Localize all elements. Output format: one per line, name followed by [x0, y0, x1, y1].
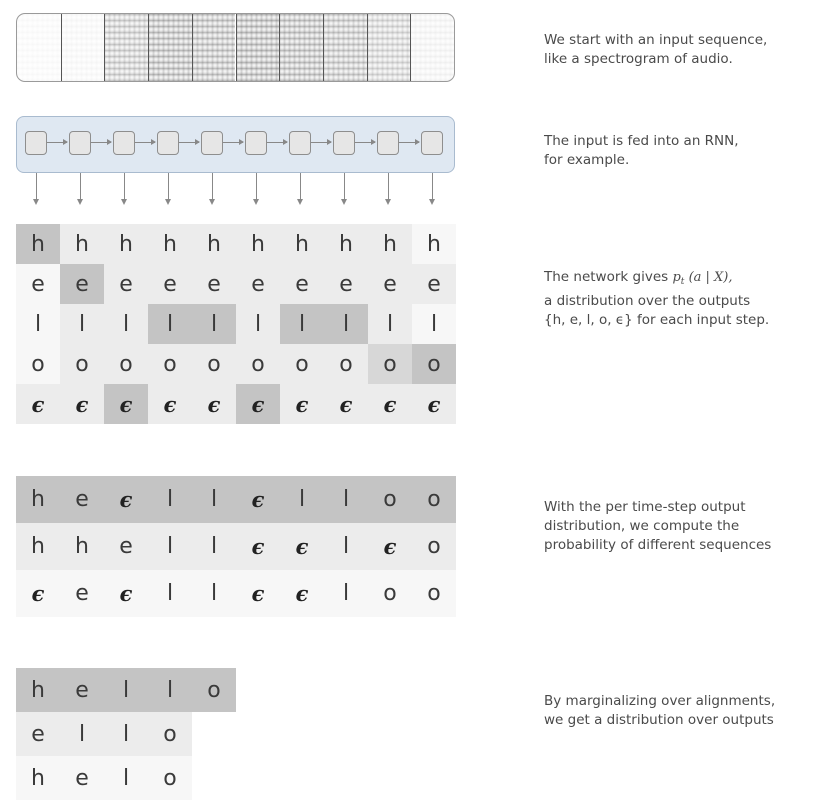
caption-outputs [544, 692, 833, 730]
alignment-cell: ϵ [236, 476, 280, 523]
output-cell: l [104, 756, 148, 800]
distribution-cell: o [60, 344, 104, 384]
distribution-cell: l [16, 304, 60, 344]
alignment-cell: ϵ [236, 523, 280, 570]
caption-line: With the per time-step output [544, 499, 746, 515]
output-cell: l [148, 668, 192, 712]
rnn-cell [113, 131, 135, 155]
distribution-cell: h [368, 224, 412, 264]
alignment-cell: o [412, 523, 456, 570]
spectrogram-segment [323, 14, 367, 81]
formula-subscript: t [680, 277, 685, 287]
rnn-output-arrow [168, 173, 169, 203]
rnn-recurrent-arrow [135, 142, 155, 143]
distribution-cell: l [236, 304, 280, 344]
distribution-cell: h [104, 224, 148, 264]
alignment-cell: l [192, 570, 236, 617]
rnn-cell [69, 131, 91, 155]
alignment-cell: h [60, 523, 104, 570]
alignment-cell: l [280, 476, 324, 523]
rnn-output-arrow [124, 173, 125, 203]
alignment-cell: o [368, 570, 412, 617]
distribution-cell: o [324, 344, 368, 384]
rnn-output-arrow [388, 173, 389, 203]
rnn-cell [333, 131, 355, 155]
distribution-cell: o [148, 344, 192, 384]
rnn-recurrent-arrow [91, 142, 111, 143]
distribution-cell: h [236, 224, 280, 264]
distribution-cell: o [104, 344, 148, 384]
caption-line [544, 268, 833, 292]
rnn-cell [245, 131, 267, 155]
caption-line: a distribution over the outputs [544, 293, 751, 309]
alignment-cell: l [324, 570, 368, 617]
spectrogram-divider [410, 14, 411, 81]
alignment-cell: ϵ [104, 570, 148, 617]
alignment-cell: e [60, 476, 104, 523]
distribution-cell: h [324, 224, 368, 264]
distribution-cell: l [412, 304, 456, 344]
distribution-cell: l [148, 304, 192, 344]
output-cell: h [16, 756, 60, 800]
alignment-cell: h [16, 523, 60, 570]
distribution-cell: e [148, 264, 192, 304]
caption-distribution [544, 268, 833, 330]
distribution-cell: o [412, 344, 456, 384]
output-cell: o [148, 712, 192, 756]
spectrogram-segment [192, 14, 236, 81]
alignment-cell: e [104, 523, 148, 570]
spectrogram-segment [17, 14, 61, 81]
alignment-cell: ϵ [104, 476, 148, 523]
distribution-cell: l [192, 304, 236, 344]
caption-line: By marginalizing over alignments, [544, 693, 776, 709]
spectrogram-segment [236, 14, 280, 81]
distribution-cell: l [324, 304, 368, 344]
distribution-cell: e [60, 264, 104, 304]
rnn-recurrent-arrow [267, 142, 287, 143]
distribution-cell: o [236, 344, 280, 384]
spectrogram-divider [367, 14, 368, 81]
distribution-cell: ϵ [324, 384, 368, 424]
caption-line: like a spectrogram of audio. [544, 51, 733, 67]
spectrogram-segment [410, 14, 454, 81]
alignment-cell: l [148, 476, 192, 523]
caption-line: distribution, we compute the [544, 518, 740, 534]
alignment-cell: h [16, 476, 60, 523]
distribution-cell: e [368, 264, 412, 304]
rnn-cell [377, 131, 399, 155]
output-cell: h [16, 668, 60, 712]
caption-line: We start with an input sequence, [544, 32, 768, 48]
rnn-cell [201, 131, 223, 155]
distribution-cell: h [280, 224, 324, 264]
alignment-cell: ϵ [236, 570, 280, 617]
caption-alignments [544, 498, 833, 555]
alignment-cell: ϵ [368, 523, 412, 570]
rnn-recurrent-arrow [399, 142, 419, 143]
input-spectrogram [16, 13, 455, 82]
distribution-cell: o [368, 344, 412, 384]
output-cell: o [192, 668, 236, 712]
alignment-grid [16, 476, 456, 617]
caption-line: probability of different sequences [544, 537, 772, 553]
rnn-output-arrow [432, 173, 433, 203]
distribution-cell: ϵ [368, 384, 412, 424]
output-sequence-grid [16, 668, 236, 800]
rnn-output-arrow [300, 173, 301, 203]
distribution-cell: e [324, 264, 368, 304]
spectrogram-divider [279, 14, 280, 81]
caption-line: The input is fed into an RNN, [544, 133, 739, 149]
rnn-block [16, 116, 455, 173]
caption-line: {h, e, l, o, ϵ} for each input step. [544, 312, 770, 328]
distribution-cell: l [104, 304, 148, 344]
spectrogram-segment [148, 14, 192, 81]
output-cell: e [60, 668, 104, 712]
formula-args: (a | X), [688, 270, 733, 285]
spectrogram-divider [61, 14, 62, 81]
caption-line: we get a distribution over outputs [544, 712, 774, 728]
distribution-cell: h [148, 224, 192, 264]
probability-formula [672, 270, 732, 285]
rnn-output-arrow [212, 173, 213, 203]
distribution-cell: ϵ [104, 384, 148, 424]
alignment-cell: l [192, 476, 236, 523]
distribution-cell: ϵ [148, 384, 192, 424]
spectrogram-divider [236, 14, 237, 81]
distribution-cell: e [412, 264, 456, 304]
output-cell: o [148, 756, 192, 800]
rnn-cell [25, 131, 47, 155]
caption-text: The network gives [544, 269, 669, 285]
output-cell: e [60, 756, 104, 800]
distribution-cell: e [16, 264, 60, 304]
alignment-cell: ϵ [280, 523, 324, 570]
rnn-output-arrow [80, 173, 81, 203]
alignment-cell: l [324, 476, 368, 523]
output-cell: l [104, 712, 148, 756]
distribution-cell: h [412, 224, 456, 264]
distribution-cell: ϵ [280, 384, 324, 424]
rnn-recurrent-arrow [179, 142, 199, 143]
distribution-cell: h [16, 224, 60, 264]
spectrogram-segment [61, 14, 105, 81]
formula-p: p [672, 270, 681, 285]
output-distribution-grid [16, 224, 456, 424]
spectrogram-segment [104, 14, 148, 81]
distribution-cell: l [60, 304, 104, 344]
output-cell: l [104, 668, 148, 712]
distribution-cell: h [192, 224, 236, 264]
alignment-cell: ϵ [280, 570, 324, 617]
distribution-cell: ϵ [16, 384, 60, 424]
spectrogram-segment [279, 14, 323, 81]
alignment-cell: e [60, 570, 104, 617]
rnn-output-arrow [36, 173, 37, 203]
alignment-cell: l [192, 523, 236, 570]
caption-rnn [544, 132, 833, 170]
distribution-cell: l [280, 304, 324, 344]
distribution-cell: e [104, 264, 148, 304]
distribution-cell: o [280, 344, 324, 384]
caption-line: for example. [544, 152, 630, 168]
alignment-cell: l [148, 570, 192, 617]
distribution-cell: e [236, 264, 280, 304]
spectrogram-divider [148, 14, 149, 81]
rnn-cell [157, 131, 179, 155]
alignment-cell: o [368, 476, 412, 523]
distribution-cell: l [368, 304, 412, 344]
output-cell: l [60, 712, 104, 756]
rnn-cell [289, 131, 311, 155]
output-cell-empty [192, 756, 236, 800]
distribution-cell: o [16, 344, 60, 384]
distribution-cell: ϵ [412, 384, 456, 424]
output-cell-empty [192, 712, 236, 756]
spectrogram-segment [367, 14, 411, 81]
spectrogram-divider [104, 14, 105, 81]
distribution-cell: o [192, 344, 236, 384]
alignment-cell: ϵ [16, 570, 60, 617]
rnn-recurrent-arrow [355, 142, 375, 143]
spectrogram-divider [192, 14, 193, 81]
output-cell: e [16, 712, 60, 756]
caption-input [544, 31, 833, 69]
distribution-cell: e [280, 264, 324, 304]
rnn-recurrent-arrow [47, 142, 67, 143]
rnn-output-arrow [256, 173, 257, 203]
rnn-cell [421, 131, 443, 155]
distribution-cell: ϵ [236, 384, 280, 424]
rnn-recurrent-arrow [311, 142, 331, 143]
alignment-cell: l [324, 523, 368, 570]
rnn-output-arrow [344, 173, 345, 203]
spectrogram-divider [323, 14, 324, 81]
rnn-recurrent-arrow [223, 142, 243, 143]
alignment-cell: o [412, 476, 456, 523]
distribution-cell: h [60, 224, 104, 264]
distribution-cell: ϵ [60, 384, 104, 424]
distribution-cell: ϵ [192, 384, 236, 424]
distribution-cell: e [192, 264, 236, 304]
alignment-cell: l [148, 523, 192, 570]
alignment-cell: o [412, 570, 456, 617]
